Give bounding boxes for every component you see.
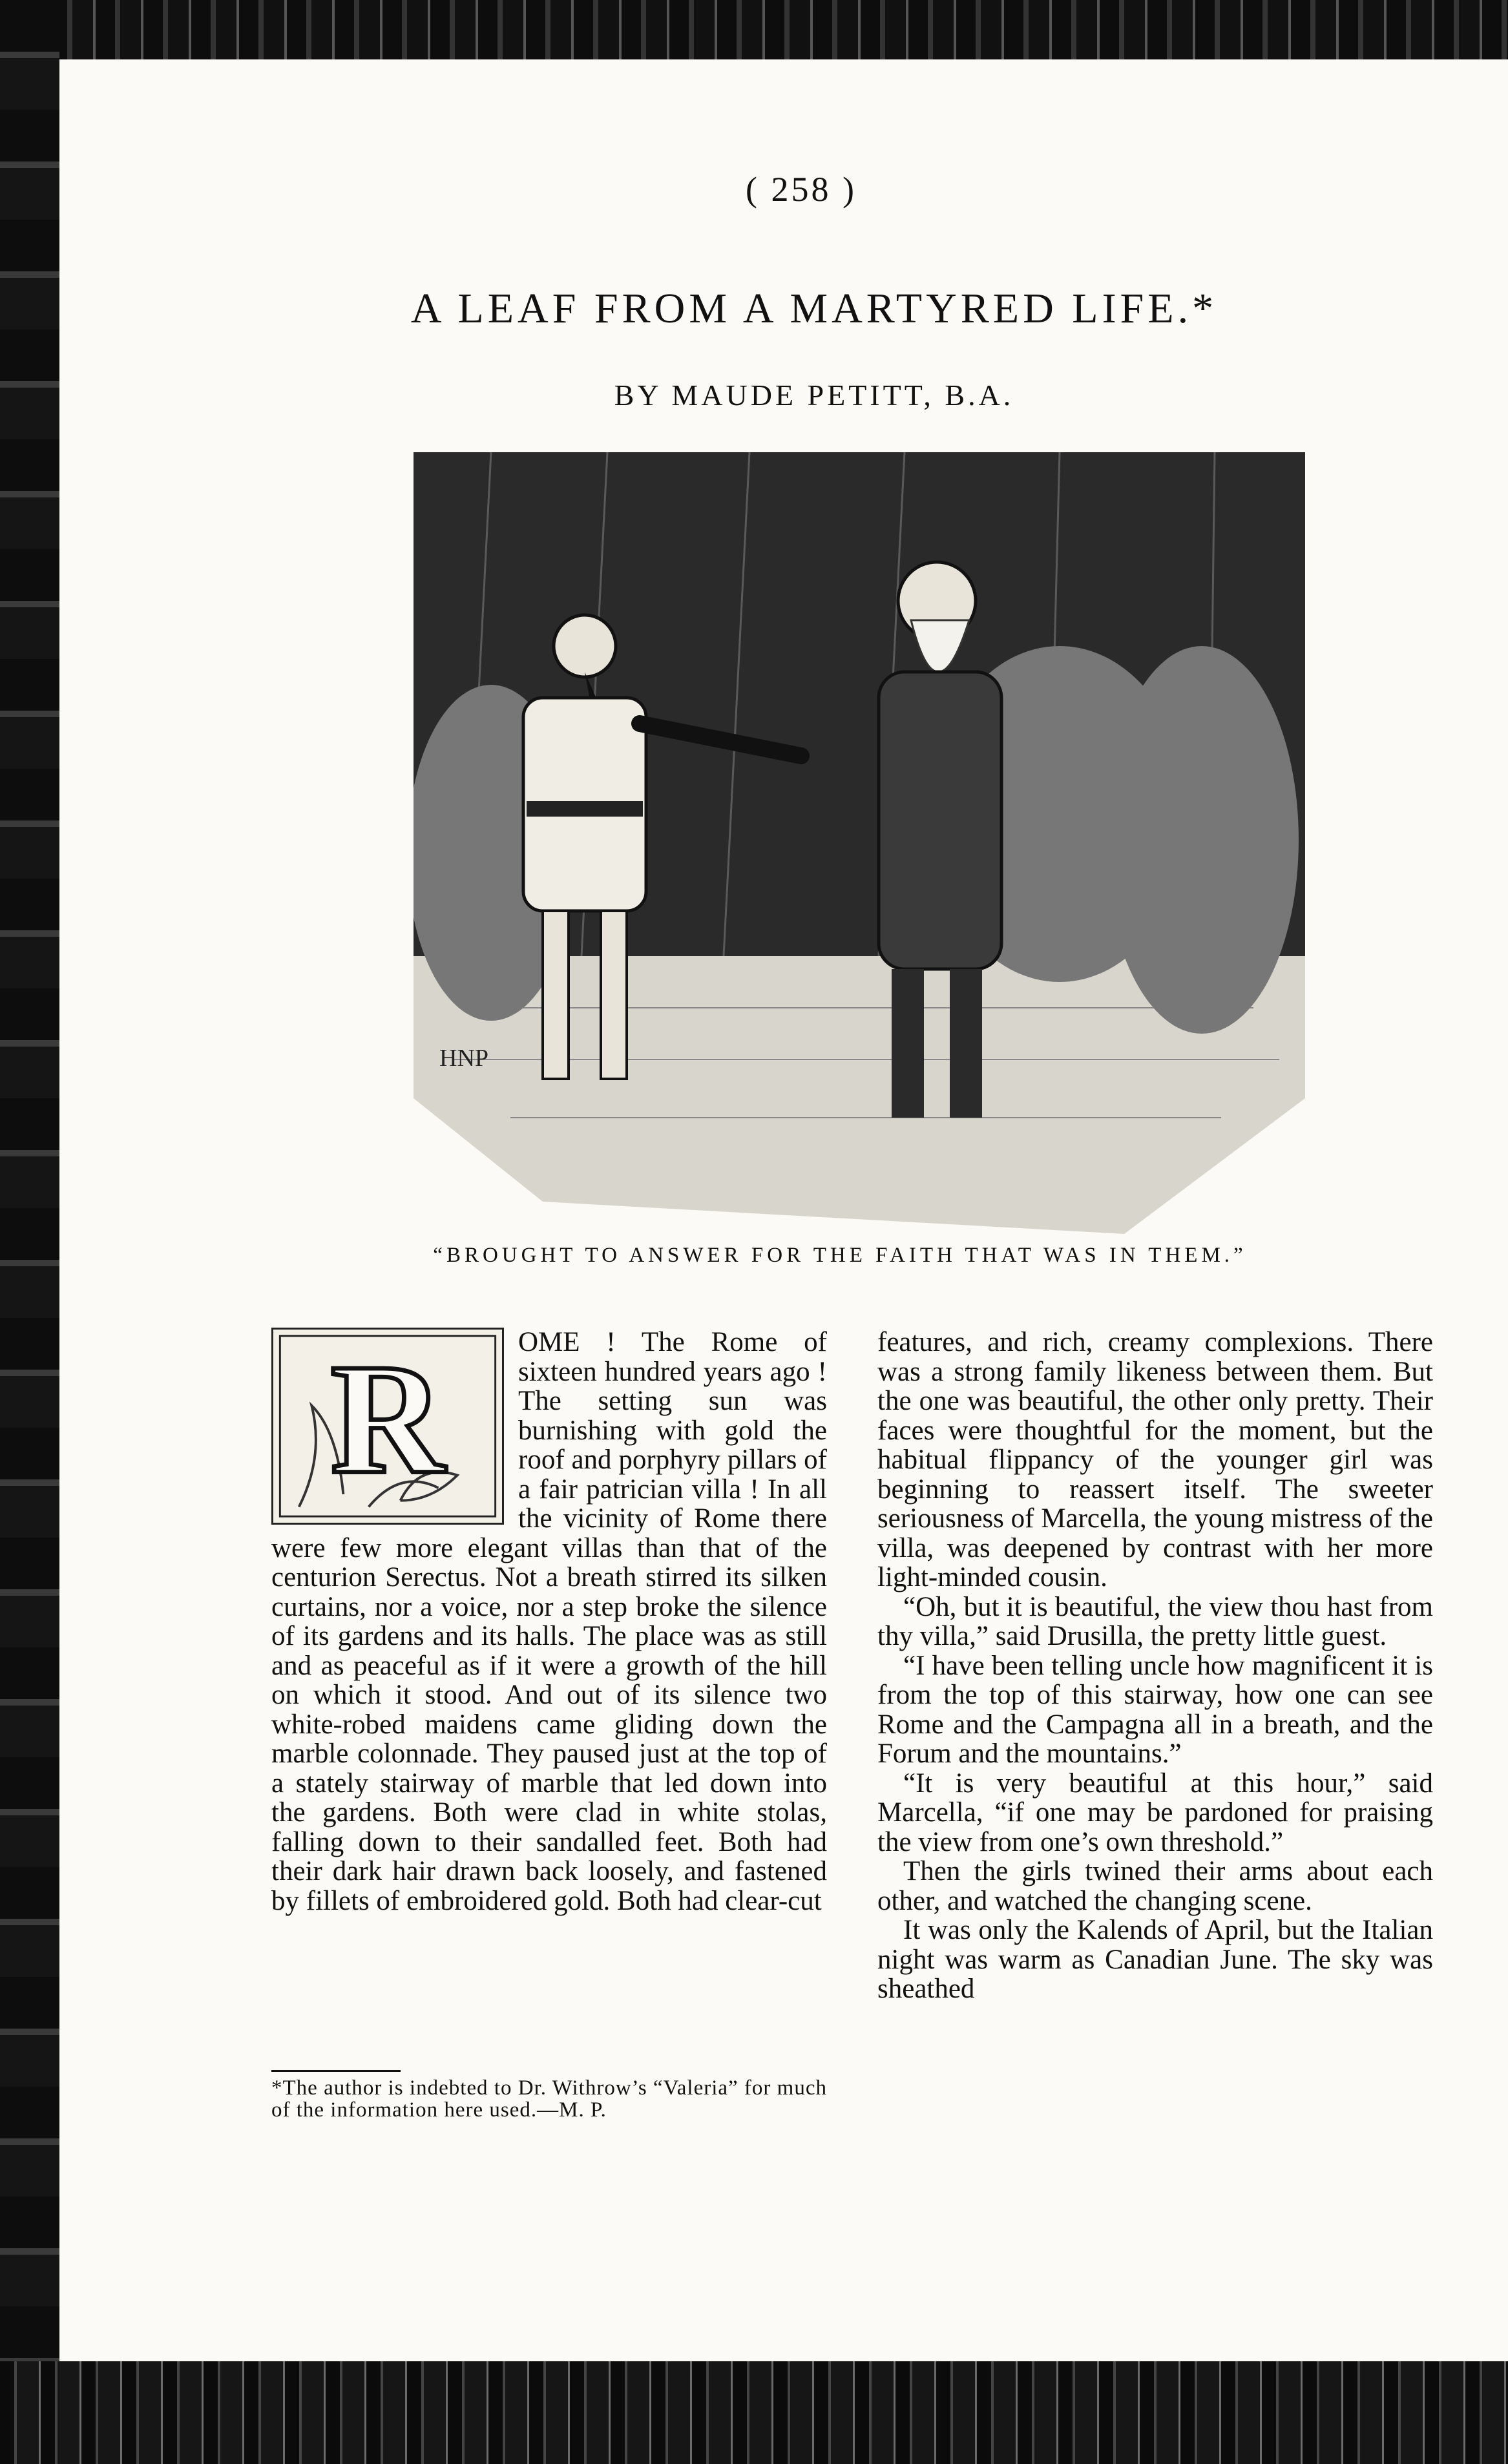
footnote: *The author is indebted to Dr. Withrow’s “Valeria” for much of the information here used.—M. P. — [271, 2076, 827, 2122]
paragraph: OME ! The Rome of sixteen hundred years ago ! The setting sun was burnishing with gold the roof and porphyry pillars of a fair patrician villa ! In all the vicinity of Rome there were few more elegant villas than that of the centurion Serectus. Not a breath stirred its silken curtains, nor a voice, nor a step broke the silence of its gardens and its halls. The place was as still and as peaceful as if it were a growth of the hill on which it stood. And out of its silence two white-robed maidens came gliding down the marble colonnade. They paused just at the top of a stately stairway of marble that led down into the gardens. Both were clad in white stolas, falling down to their sandalled feet. Both had their dark hair drawn back loosely, and fastened by fillets of embroidered gold. Both had clear-cut — [271, 1327, 827, 1916]
paragraph: features, and rich, creamy complexions. There was a strong family likeness between them. But the one was beautiful, the other only pretty. Their faces were thoughtful for the moment, but the habitual flippancy of the younger girl was beginning to reassert itself. The sweeter seriousness of Marcella, the young mistress of the villa, was deepened by contrast with her more light-minded cousin. — [877, 1327, 1433, 1592]
paragraph: It was only the Kalends of April, but the Italian night was warm as Canadian June. The sky was sheathed — [877, 1915, 1433, 2004]
column-left — [271, 1328, 827, 1916]
scan-border-top — [0, 0, 1508, 59]
paragraph: “I have been telling uncle how magnificent it is from the top of this stairway, how one can see Rome and the Campagna all in a breath, and the Forum and the mountains.” — [877, 1650, 1433, 1769]
paragraph: Then the girls twined their arms about each other, and watched the changing scene. — [877, 1856, 1433, 1916]
footnote-rule — [271, 2070, 401, 2072]
page-number: ( 258 ) — [746, 170, 857, 209]
article-title: A LEAF FROM A MARTYRED LIFE.* — [410, 285, 1218, 332]
article-byline: BY MAUDE PETITT, B.A. — [614, 379, 1014, 412]
paragraph: “It is very beautiful at this hour,” said Marcella, “if one may be pardoned for praising the view from one’s own threshold.” — [877, 1768, 1433, 1857]
scan-border-left — [0, 0, 59, 2464]
column-right — [877, 1328, 1433, 2004]
scan-border-bottom — [0, 2361, 1508, 2464]
paragraph: “Oh, but it is beautiful, the view thou hast from thy villa,” said Drusilla, the pretty little guest. — [877, 1591, 1433, 1651]
decorative-initial — [271, 1328, 504, 1525]
illustration-signature: HNP — [439, 1045, 489, 1072]
dropcap-letter: R — [330, 1331, 445, 1507]
engraving-illustration — [414, 452, 1305, 1234]
illustration-caption: “BROUGHT TO ANSWER FOR THE FAITH THAT WAS IN THEM.” — [433, 1244, 1247, 1267]
